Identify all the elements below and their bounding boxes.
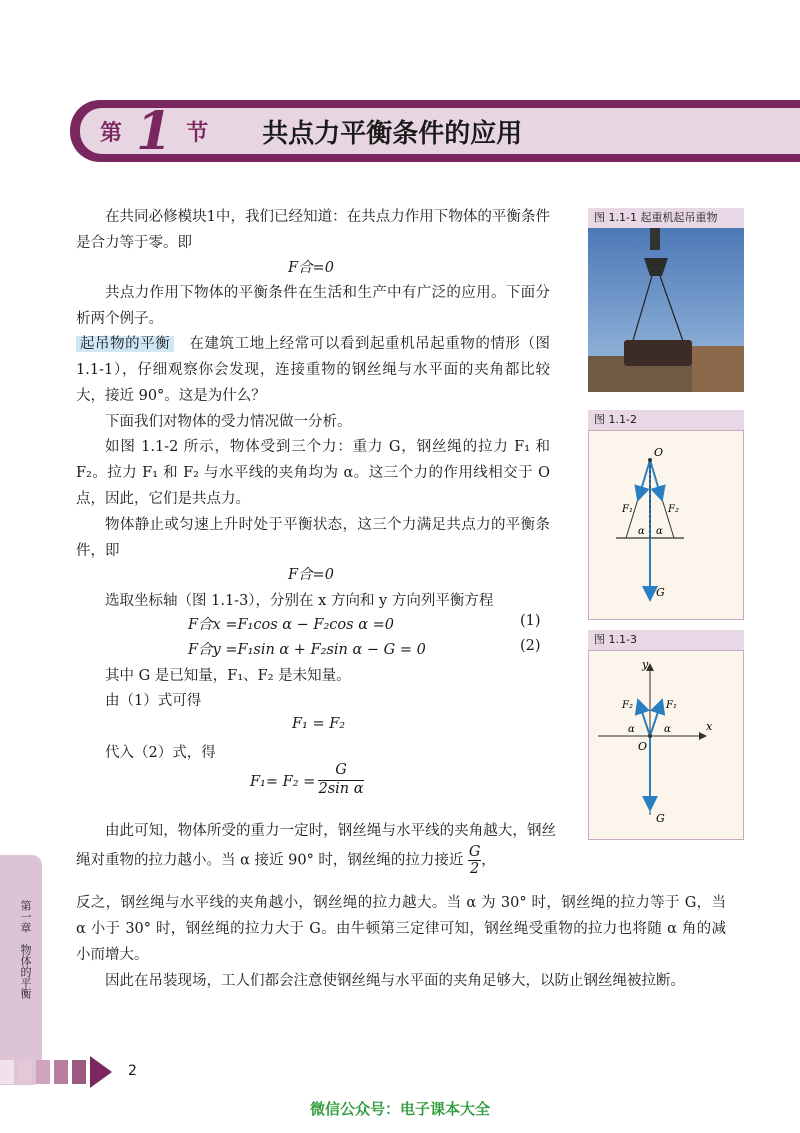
force-f2-arrow	[650, 460, 662, 500]
page-number: 2	[128, 1063, 137, 1079]
paragraph-11-comma: ，	[481, 852, 496, 869]
label-alpha-1: α	[628, 724, 635, 735]
label-o: O	[654, 446, 664, 459]
paragraph-13: 因此在吊装现场，工人们都会注意使钢丝绳与水平面的夹角足够大，以防止钢丝绳被拉断。	[105, 973, 685, 989]
equation-6-numerator: G	[335, 762, 347, 778]
section-word-jie: 节	[186, 120, 209, 146]
paragraph-11-text: 由此可知，物体所受的重力一定时，钢丝绳与水平线的夹角越大，钢丝绳对重物的拉力越小。当 α 接近 90° 时，钢丝绳的拉力接近	[76, 823, 556, 869]
force-diagram-1	[588, 430, 744, 620]
paragraph-7: 选取坐标轴（图 1.1-3），分别在 x 方向和 y 方向列平衡方程	[105, 593, 494, 609]
paragraph-12: 反之，钢丝绳与水平线的夹角越小，钢丝绳的拉力越大。当 α 为 30° 时，钢丝绳的拉力等于 G，当 α 小于 30° 时，钢丝绳的拉力大于 G。由牛顿第三定律可知，钢丝绳受重物的拉力也将随 α 角的减小而增大。	[76, 895, 726, 963]
section-heading	[100, 100, 523, 162]
equation-4-number: (2)	[520, 638, 541, 654]
figure-2-caption: 图 1.1-2	[588, 410, 744, 430]
label-alpha-2: α	[656, 526, 663, 537]
label-o: O	[638, 740, 648, 753]
point-o	[648, 734, 652, 738]
label-alpha-2: α	[664, 724, 671, 735]
figure-3-caption: 图 1.1-3	[588, 630, 744, 650]
label-g: G	[656, 586, 665, 599]
paragraph-11	[76, 818, 556, 877]
equation-1: F合=0	[288, 260, 334, 276]
label-f1: F₁	[666, 700, 677, 711]
crane-photo	[588, 228, 744, 392]
force-f1-arrow	[650, 700, 662, 736]
point-o	[648, 458, 652, 462]
paragraph-5: 如图 1.1-2 所示，物体受到三个力：重力 G，钢丝绳的拉力 F₁ 和 F₂。拉力 F₁ 和 F₂ 与水平线的夹角均为 α。这三个力的作用线相交于 O 点，因此，它们是共点力。	[76, 439, 550, 507]
paragraph-8: 其中 G 是已知量，F₁、F₂ 是未知量。	[105, 668, 351, 684]
section-title: 共点力平衡条件的应用	[262, 118, 523, 149]
equation-6-fraction	[318, 762, 364, 797]
page-arrow-decoration	[0, 1052, 120, 1092]
force-diagram-2	[588, 650, 744, 840]
force-f1-arrow	[638, 460, 650, 500]
label-x: x	[706, 720, 713, 733]
label-y: y	[642, 658, 649, 671]
equation-3-number: (1)	[520, 613, 541, 629]
equation-5: F₁ = F₂	[292, 716, 346, 732]
paragraph-3-text: 在建筑工地上经常可以看到起重机吊起重物的情形（图 1.1-1），仔细观察你会发现，连接重物的钢丝绳与水平面的夹角都比较大，接近 90°。这是为什么？	[76, 336, 551, 404]
paragraph-2: 共点力作用下物体的平衡条件在生活和生产中有广泛的应用。下面分析两个例子。	[76, 285, 550, 327]
paragraph-11-fraction	[468, 844, 481, 877]
chapter-tab-label: 第一章 物体的平衡	[19, 900, 32, 999]
paragraph-6: 物体静止或匀速上升时处于平衡状态，这三个力满足共点力的平衡条件，即	[76, 517, 550, 559]
label-alpha-1: α	[638, 526, 645, 537]
paragraph-1: 在共同必修模块1中，我们已经知道：在共点力作用下物体的平衡条件是合力等于零。即	[76, 209, 550, 251]
photo-hook-top	[650, 228, 660, 250]
label-f1: F₁	[622, 504, 633, 515]
paragraph-10: 代入（2）式，得	[105, 745, 216, 761]
label-f2: F₂	[622, 700, 633, 711]
equation-6-left: F₁= F₂ =	[250, 774, 316, 790]
equation-4: F合y =F₁sin α + F₂sin α − G = 0	[188, 642, 426, 658]
footer-watermark: 微信公众号：电子课本大全	[309, 1100, 490, 1118]
paragraph-11-numerator: G	[468, 844, 481, 860]
equation-2: F合=0	[288, 567, 334, 583]
photo-load	[624, 340, 692, 366]
topic-tag: 起吊物的平衡	[76, 336, 174, 352]
label-f2: F₂	[668, 504, 679, 515]
label-g: G	[656, 812, 665, 825]
figure-1-caption: 图 1.1-1 起重机起吊重物	[588, 208, 744, 228]
section-number: 1	[136, 100, 173, 162]
photo-wall	[692, 346, 744, 392]
paragraph-11-denominator: 2	[470, 861, 480, 877]
force-f2-arrow	[638, 700, 650, 736]
equation-6-denominator: 2sin α	[318, 781, 364, 797]
section-word-di: 第	[100, 120, 123, 146]
paragraph-3	[76, 331, 550, 409]
paragraph-9: 由（1）式可得	[105, 693, 202, 709]
paragraph-4: 下面我们对物体的受力情况做一分析。	[105, 414, 352, 430]
equation-3: F合x =F₁cos α − F₂cos α =0	[188, 617, 394, 633]
